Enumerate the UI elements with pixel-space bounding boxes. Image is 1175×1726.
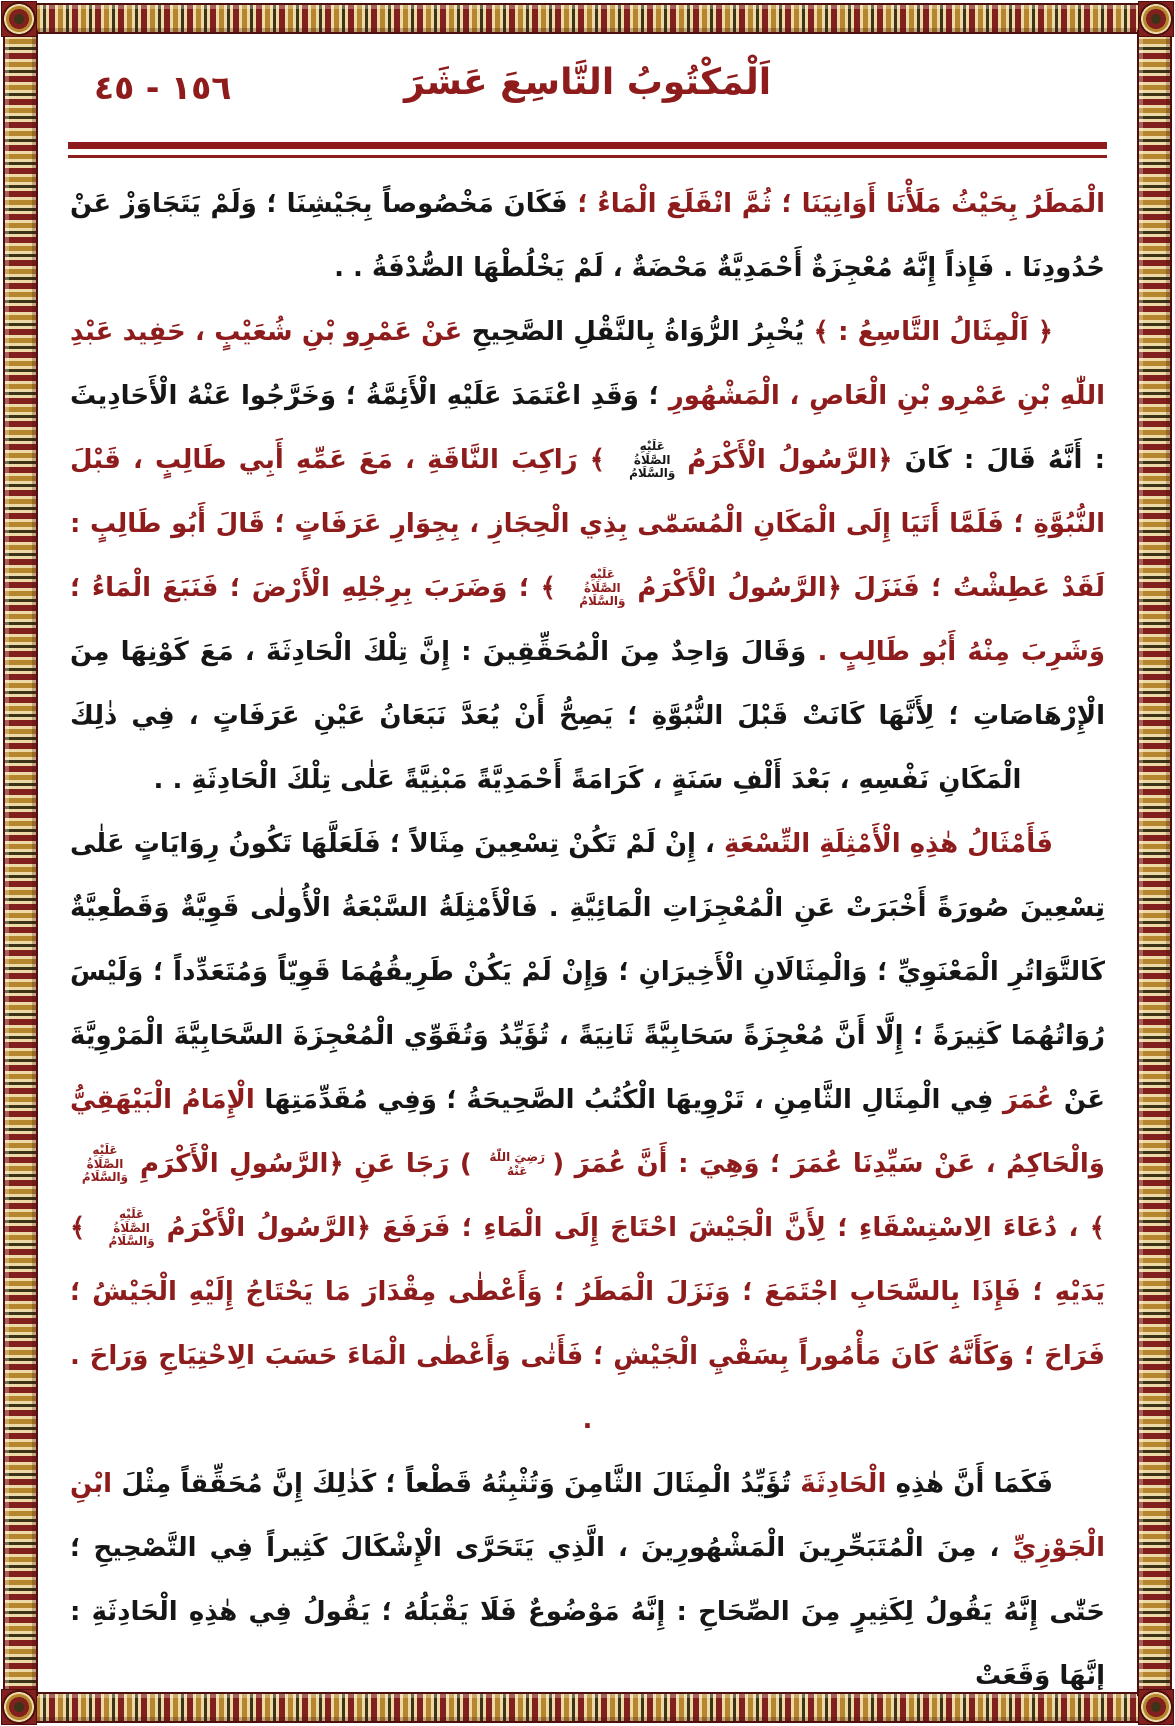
text-run: فَكَانَ مَخْصُوصاً بِجَيْشِنَا ؛ وَلَمْ يَتَجَاوَزْ عَنْ حُدُودِنَا . فَإِذاً إِنَّهُ مُعْجِزَةٌ أَحْمَدِيَّةٌ مَحْضَةٌ ، لَمْ يَخْلُطْهَا الصُّدْفَةُ . . [70,189,1105,283]
body-text [66,168,1109,1690]
text-run: الْإِمَامُ الْبَيْهَقِيُّ وَالْحَاكِمُ ، عَنْ سَيِّدِنَا عُمَرَ ؛ وَهِيَ : أَنَّ عُمَرَ ( [70,1085,1105,1179]
text-run: ، إِنْ لَمْ تَكُنْ تِسْعِينَ مِثَالاً ؛ فَلَعَلَّهَا تَكُونُ رِوَايَاتٍ عَلٰى تِسْعِينَ صُورَةً أَخْبَرَتْ عَنِ الْمُعْجِزَاتِ الْمَائِيَّةِ . فَالْأَمْثِلَةُ السَّبْعَةُ الْأُولٰى قَوِيَّةٌ وَقَطْعِيَّةٌ كَالتَّوَاتُرِ الْمَعْنَوِيِّ ؛ وَالْمِثَالَانِ الْأَخِيرَانِ ؛ وَإِنْ لَمْ يَكُنْ طَرِيقُهُمَا قَوِيّاً وَمُتَعَدِّداً ؛ وَلَيْسَ رُوَاتُهُمَا كَثِيرَةً ؛ إِلَّا أَنَّ مُعْجِزَةً سَحَابِيَّةً ثَانِيَةً ، تُؤَيِّدُ وَتُقَوِّي الْمُعْجِزَةَ السَّحَابِيَّةَ الْمَرْوِيَّةَ عَنْ [70,829,1105,1115]
paragraph [70,812,1105,1452]
text-run: الْحَادِثَةَ [791,1469,887,1499]
page-title: اَلْمَكْتُوبُ التَّاسِعَ عَشَرَ [403,62,772,103]
ornamental-border-right [1137,30,1172,1696]
corner-rosette-icon [1138,1689,1174,1725]
text-run: فَكَمَا أَنَّ هٰذِهِ [886,1469,1054,1499]
text-run: ﴿ اَلْمِثَالُ التَّاسِعُ : ﴾ [804,317,1054,347]
text-run: ﴾ رَاكِبَ النَّاقَةِ ، مَعَ عَمِّهِ أَبِي طَالِبٍ ، قَبْلَ النُّبُوَّةِ ؛ فَلَمَّا أَتَيَا إِلَى الْمَكَانِ الْمُسَمّٰى بِذِي الْحِجَازِ ، بِجِوَارِ عَرَفَاتٍ ؛ قَالَ أَبُو طَالِبٍ : لَقَدْ عَطِشْتُ ؛ فَنَزَلَ ﴿الرَّسُولُ الْأَكْرَمُ [70,445,1105,603]
text-run: ، مِنَ الْمُتَبَحِّرِينَ الْمَشْهُورِينَ ، الَّذِي يَتَحَرَّى الْإِشْكَالَ كَثِيراً فِي التَّصْحِيحِ ؛ حَتّٰى إِنَّهُ يَقُولُ لِكَثِيرٍ مِنَ الصِّحَاحِ : إِنَّهُ مَوْضُوعٌ فَلَا يَقْبَلُهُ ؛ يَقُولُ فِي هٰذِهِ الْحَادِثَةِ : إِنَّهَا وَقَعَتْ [70,1533,1105,1690]
page-header [66,62,1109,128]
text-run: ابْنِ الْجَوْزِيِّ [70,1469,1106,1563]
text-run: يُخْبِرُ الرُّوَاةُ بِالنَّقْلِ الصَّحِيحِ [462,317,805,347]
paragraph [70,1452,1105,1690]
text-run: ﴾ يَدَيْهِ ؛ فَإِذَا بِالسَّحَابِ اجْتَمَعَ ؛ وَنَزَلَ الْمَطَرُ ؛ وَأَعْطٰى مِقْدَارَ مَا يَحْتَاجُ إِلَيْهِ الْجَيْشُ ؛ فَرَاحَ ؛ وَكَأَنَّهُ كَانَ مَأْمُوراً بِسَقْيِ الْجَيْشِ ؛ فَأَتٰى وَأَعْطٰى الْمَاءَ حَسَبَ الِاحْتِيَاجِ وَرَاحَ . . [70,1213,1105,1435]
calligraphic-emblem: عَلَيْهِ الصَّلَاةُ وَالسَّلَامُ [81,1142,129,1185]
ornamental-border-top [3,3,1172,34]
text-run: عُمَرَ [993,1085,1055,1115]
text-run: فِي الْمِثَالِ الثَّامِنِ ، تَرْوِيهَا الْكُتُبُ الصَّحِيحَةُ ؛ وَفِي مُقَدِّمَتِهَا [254,1085,994,1115]
calligraphic-emblem: عَلَيْهِ الصَّلَاةُ وَالسَّلَامُ [579,566,626,609]
ornamental-border-left [3,30,38,1696]
ornamental-border-bottom [3,1692,1172,1723]
text-run: ) رَجَا عَنِ ﴿الرَّسُولِ الْأَكْرَمِ [140,1149,472,1179]
corner-rosette-icon [1,1,37,37]
corner-rosette-icon [1138,1,1174,37]
page-number: ١٥٦ - ٤٥ [94,68,232,107]
calligraphic-emblem: رَضِيَ اللّٰهُ عَنْهُ [489,1149,546,1178]
text-run: ﴿الرَّسُولُ الْأَكْرَمُ [687,445,893,475]
text-run: الْمَطَرُ بِحَيْثُ مَلَأْنَا أَوَانِيَنَا ؛ ثُمَّ انْقَلَعَ الْمَاءُ ؛ [567,189,1105,219]
text-run: عَنْ عَمْرِو بْنِ شُعَيْبٍ ، حَفِيد عَبْدِ اللّٰهِ بْنِ عَمْرِو بْنِ الْعَاصِ ، الْمَشْهُورِ [70,317,1105,411]
corner-rosette-icon [1,1689,37,1725]
text-run: ﴾ ؛ وَضَرَبَ بِرِجْلِهِ الْأَرْضَ ؛ فَنَبَعَ الْمَاءُ ؛ وَشَرِبَ مِنْهُ أَبُو طَالِبٍ . [70,573,1105,667]
page-content [40,36,1135,1690]
calligraphic-emblem: عَلَيْهِ الصَّلَاةُ وَالسَّلَامُ [108,1206,155,1249]
calligraphic-emblem: عَلَيْهِ الصَّلَاةُ وَالسَّلَامُ [629,438,676,481]
paragraph [70,300,1105,812]
text-run: وَقَالَ وَاحِدٌ مِنَ الْمُحَقِّقِينَ : إِنَّ تِلْكَ الْحَادِثَةَ ، مَعَ كَوْنِهَا مِنَ الْإِرْهَاصَاتِ ؛ لِأَنَّهَا كَانَتْ قَبْلَ النُّبُوَّةِ ؛ يَصِحُّ أَنْ يُعَدَّ نَبَعَانُ عَيْنِ عَرَفَاتٍ ، فِي ذٰلِكَ الْمَكَانِ نَفْسِهِ ، بَعْدَ أَلْفِ سَنَةٍ ، كَرَامَةً أَحْمَدِيَّةً مَبْنِيَّةً عَلٰى تِلْكَ الْحَادِثَةِ . . [70,637,1105,795]
paragraph [70,172,1105,300]
text-run: فَأَمْثَالُ هٰذِهِ الْأَمْثِلَةِ التِّسْعَةِ [714,829,1053,859]
text-run: ؛ وَقَدِ اعْتَمَدَ عَلَيْهِ الْأَئِمَّةُ ؛ وَخَرَّجُوا عَنْهُ الْأَحَادِيثَ : أَنَّهُ قَالَ : كَانَ [70,381,1106,475]
text-run: ﴾ ، دُعَاءَ الِاسْتِسْقَاءِ ؛ لِأَنَّ الْجَيْشَ احْتَاجَ إِلَى الْمَاءِ ؛ فَرَفَعَ ﴿الرَّسُولُ الْأَكْرَمُ [166,1213,1105,1243]
text-run: تُؤَيِّدُ الْمِثَالَ الثَّامِنَ وَتُثْبِتُهُ قَطْعاً ؛ كَذٰلِكَ إِنَّ مُحَقِّقاً مِثْلَ [112,1469,792,1499]
double-rule-divider [68,142,1107,158]
